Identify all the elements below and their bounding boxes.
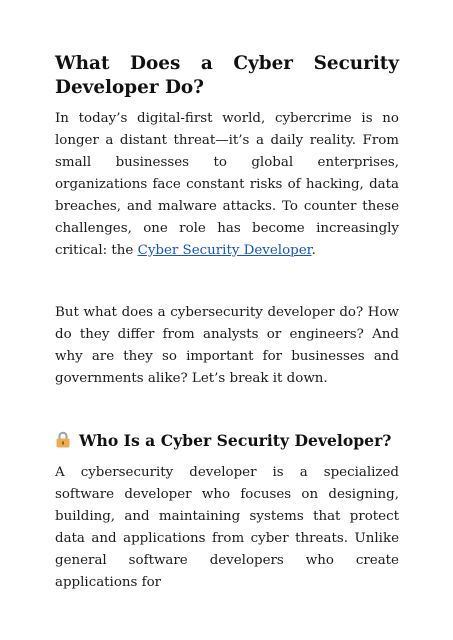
document-title: What Does a Cyber Security Developer Do? bbox=[55, 53, 399, 98]
document-page bbox=[55, 52, 399, 594]
lock-icon bbox=[55, 431, 71, 454]
second-paragraph: But what does a cybersecurity developer do? How do they differ from analysts or engineers? And why are they so important for businesses and governments alike? Let’s break it down. bbox=[55, 305, 399, 386]
section-heading-text: Who Is a Cyber Security Developer? bbox=[79, 431, 392, 450]
section-body: A cybersecurity developer is a specialized software developer who focuses on designing, building, and maintaining systems that protect data and applications from cyber threats. Unlike general software developers who create applications for bbox=[55, 465, 399, 590]
intro-paragraph bbox=[55, 108, 399, 262]
intro-text-end: . bbox=[311, 243, 316, 258]
cyber-security-developer-link[interactable]: Cyber Security Developer bbox=[137, 243, 312, 258]
intro-text: In today’s digital-first world, cybercrime is no longer a distant threat—it’s a daily reality. From small businesses to global enterprises, organizations face constant risks of hacking, data breaches, and malware attacks. To counter these challenges, one role has become increasingly critical: the bbox=[55, 111, 399, 258]
section-heading bbox=[55, 430, 399, 454]
